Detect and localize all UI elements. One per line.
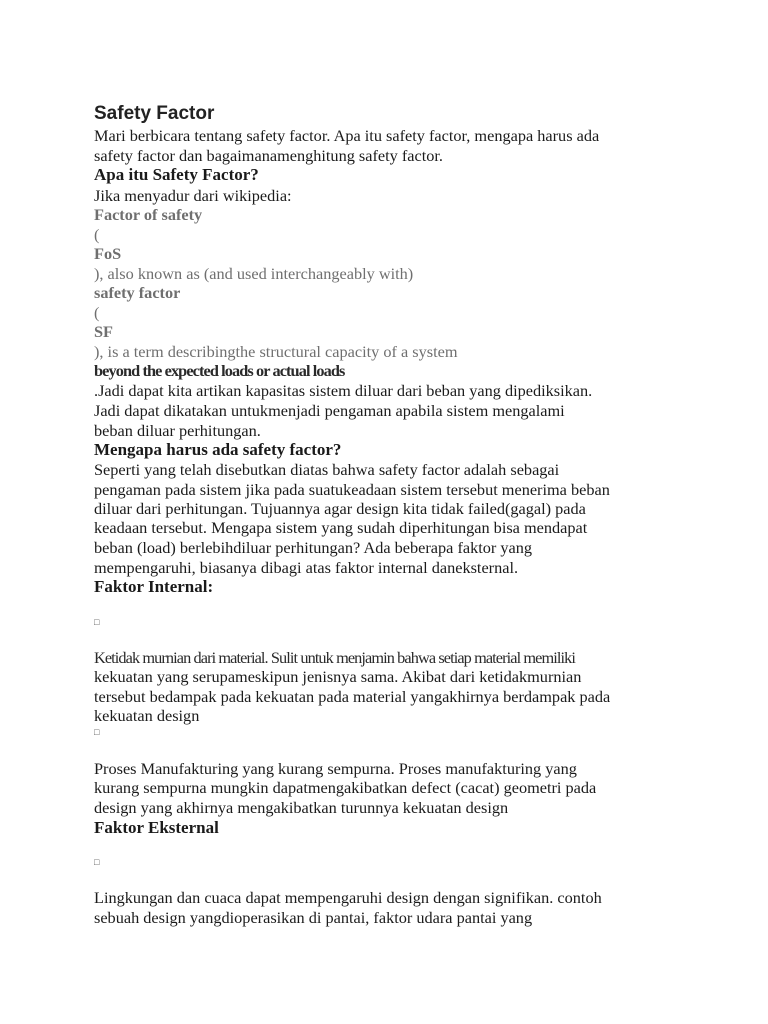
quote-abbr-fos: FoS xyxy=(94,244,122,263)
section-heading-what-is: Apa itu Safety Factor? xyxy=(94,165,259,184)
external-item1-line-2: sebuah design yangdioperasikan di pantai, faktor udara pantai yang xyxy=(94,908,533,927)
section1-para-line-3: beban diluar perhitungan. xyxy=(94,421,261,440)
internal-item1-line-3: tersebut bedampak pada kekuatan pada material yangakhirnya berdampak pada xyxy=(94,687,611,706)
internal-item2-line-1: Proses Manufakturing yang kurang sempurna. Proses manufakturing yang xyxy=(94,759,577,778)
wikipedia-lead: Jika menyadur dari wikipedia: xyxy=(94,186,292,205)
quote-text-3: beyond the expected loads or actual loads xyxy=(94,361,345,380)
section2-para-line-5: beban (load) berlebihdiluar perhitungan? Ada beberapa faktor yang xyxy=(94,538,533,557)
quote-open-paren-1: ( xyxy=(94,225,100,244)
section2-para-line-6: mempengaruhi, biasanya dibagi atas faktor internal daneksternal. xyxy=(94,558,519,577)
page-title: Safety Factor xyxy=(94,103,215,124)
section2-para-line-3: diluar dari perhitungan. Tujuannya agar design kita tidak failed(gagal) pada xyxy=(94,499,586,518)
quote-text-2: ), is a term describingthe structural capacity of a system xyxy=(94,342,458,361)
internal-item2-line-2: kurang sempurna mungkin dapatmengakibatkan defect (cacat) geometri pada xyxy=(94,778,597,797)
section-heading-why: Mengapa harus ada safety factor? xyxy=(94,440,342,459)
quote-term-factor-of-safety: Factor of safety xyxy=(94,205,203,224)
bullet-icon: □ xyxy=(94,727,100,737)
bullet-icon: □ xyxy=(94,857,100,867)
external-item1-line-1: Lingkungan dan cuaca dapat mempengaruhi design dengan signifikan. contoh xyxy=(94,888,602,907)
internal-item1-line-1: Ketidak murnian dari material. Sulit untuk menjamin bahwa setiap material memiliki xyxy=(94,648,575,667)
section-heading-external: Faktor Eksternal xyxy=(94,818,219,837)
quote-term-safety-factor: safety factor xyxy=(94,283,181,302)
intro-line-2: safety factor dan bagaimanamenghitung safety factor. xyxy=(94,146,443,165)
section1-para-line-1: .Jadi dapat kita artikan kapasitas sistem diluar dari beban yang dipediksikan. xyxy=(94,381,593,400)
quote-open-paren-2: ( xyxy=(94,303,100,322)
section2-para-line-2: pengaman pada sistem jika pada suatukeadaan sistem tersebut menerima beban xyxy=(94,480,610,499)
internal-item1-line-4: kekuatan design xyxy=(94,706,200,725)
section-heading-internal: Faktor Internal: xyxy=(94,577,214,596)
quote-abbr-sf: SF xyxy=(94,322,114,341)
bullet-icon: □ xyxy=(94,617,100,627)
quote-text-1: ), also known as (and used interchangeably with) xyxy=(94,264,414,283)
intro-line-1: Mari berbicara tentang safety factor. Apa itu safety factor, mengapa harus ada xyxy=(94,126,600,145)
section1-para-line-2: Jadi dapat dikatakan untukmenjadi pengaman apabila sistem mengalami xyxy=(94,401,565,420)
internal-item1-line-2: kekuatan yang serupameskipun jenisnya sama. Akibat dari ketidakmurnian xyxy=(94,667,582,686)
section2-para-line-1: Seperti yang telah disebutkan diatas bahwa safety factor adalah sebagai xyxy=(94,460,560,479)
internal-item2-line-3: design yang akhirnya mengakibatkan turunnya kekuatan design xyxy=(94,798,509,817)
section2-para-line-4: keadaan tersebut. Mengapa sistem yang sudah diperhitungan bisa mendapat xyxy=(94,518,588,537)
